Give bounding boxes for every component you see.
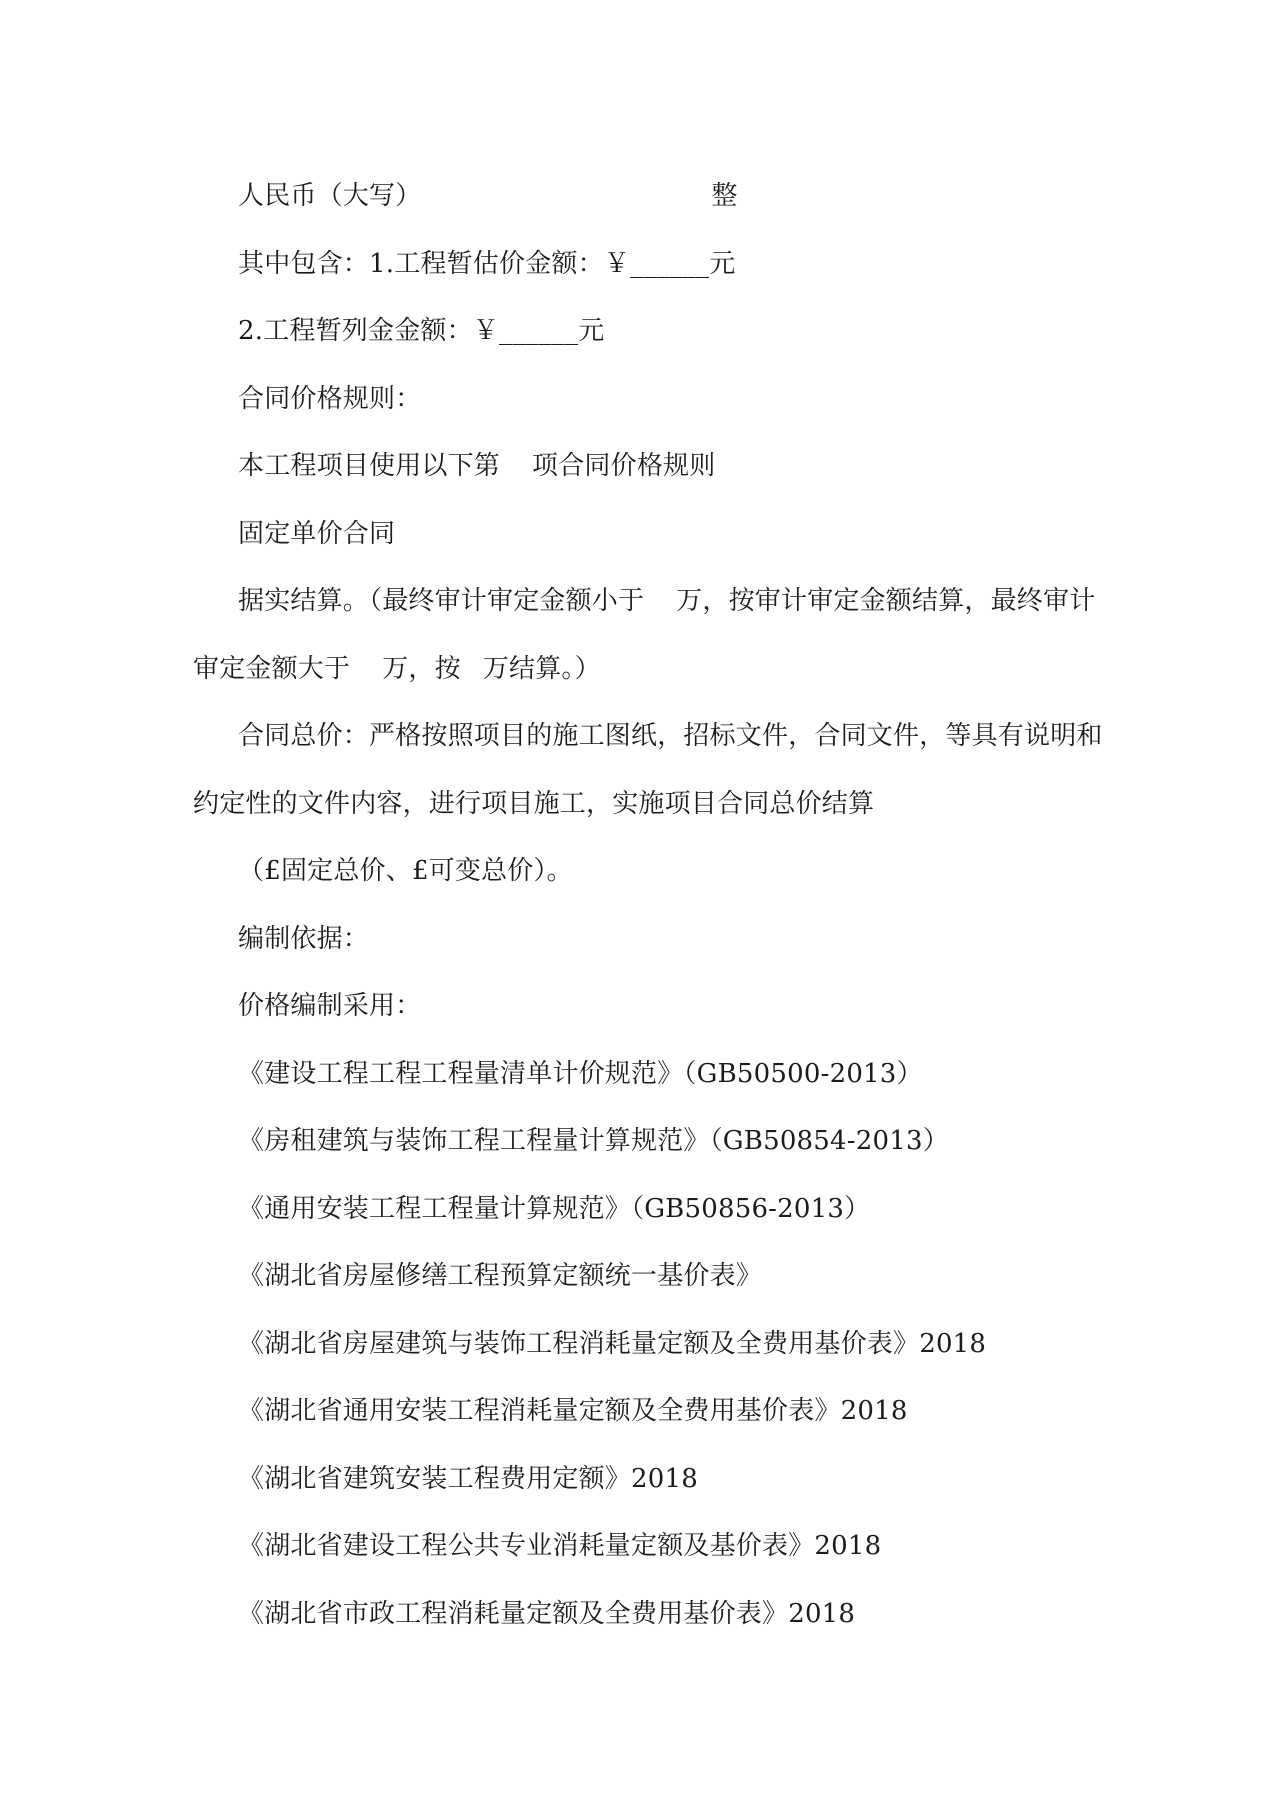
reference-item: 《湖北省房屋修缮工程预算定额统一基价表》: [238, 1261, 763, 1291]
amount-in-words-suffix: 整: [711, 181, 738, 211]
reference-item: 《湖北省房屋建筑与装饰工程消耗量定额及全费用基价表》2018: [238, 1328, 987, 1359]
rule-choice-before: 本工程项目使用以下第: [238, 451, 501, 481]
settlement-text-1a: 据实结算。（最终审计审定金额小于: [238, 586, 645, 616]
settlement-text-2a: 审定金额大于: [193, 653, 351, 684]
fixed-unit-price-line: 固定单价合同: [238, 518, 396, 549]
provisional-estimate-line: 其中包含：1.工程暂估价金额：￥______元: [238, 248, 736, 279]
reference-item: 《建设工程工程工程量清单计价规范》（GB50500-2013）: [238, 1058, 923, 1089]
reference-item: 《通用安装工程工程量计算规范》（GB50856-2013）: [238, 1193, 871, 1224]
settlement-text-2c: 万结算。）: [482, 653, 601, 684]
reference-item: 《房租建筑与装饰工程工程量计算规范》（GB50854-2013）: [238, 1126, 949, 1156]
basis-heading: 编制依据：: [238, 923, 370, 954]
rule-choice-line: [193, 433, 1093, 501]
total-price-line-2: 约定性的文件内容，进行项目施工，实施项目合同总价结算: [193, 788, 875, 819]
reference-item: 《湖北省市政工程消耗量定额及全费用基价表》2018: [238, 1598, 856, 1629]
reference-item: 《湖北省通用安装工程消耗量定额及全费用基价表》2018: [238, 1396, 908, 1426]
total-price-line-1: 合同总价：严格按照项目的施工图纸，招标文件，合同文件，等具有说明和: [238, 721, 1103, 751]
settlement-line-2: [193, 636, 1093, 704]
amount-in-words-label: 人民币（大写）: [238, 181, 422, 211]
rule-choice-after: 项合同价格规则: [532, 451, 716, 481]
price-basis-heading: 价格编制采用：: [238, 991, 422, 1021]
settlement-text-1b: 万，按审计审定金额结算，最终审计: [676, 586, 1096, 616]
reference-item: 《湖北省建设工程公共专业消耗量定额及基价表》2018: [238, 1531, 882, 1561]
document-body: [193, 163, 1103, 1648]
settlement-line-1: [193, 568, 1096, 636]
total-price-line-3: （£固定总价、£可变总价）。: [238, 856, 573, 886]
amount-in-words-line: [193, 163, 1093, 231]
pricing-rules-heading: 合同价格规则：: [238, 383, 422, 414]
provisional-sum-line: 2.工程暂列金金额：￥______元: [238, 316, 605, 346]
reference-item: 《湖北省建筑安装工程费用定额》2018: [238, 1463, 698, 1494]
settlement-text-2b: 万，按: [382, 653, 461, 684]
